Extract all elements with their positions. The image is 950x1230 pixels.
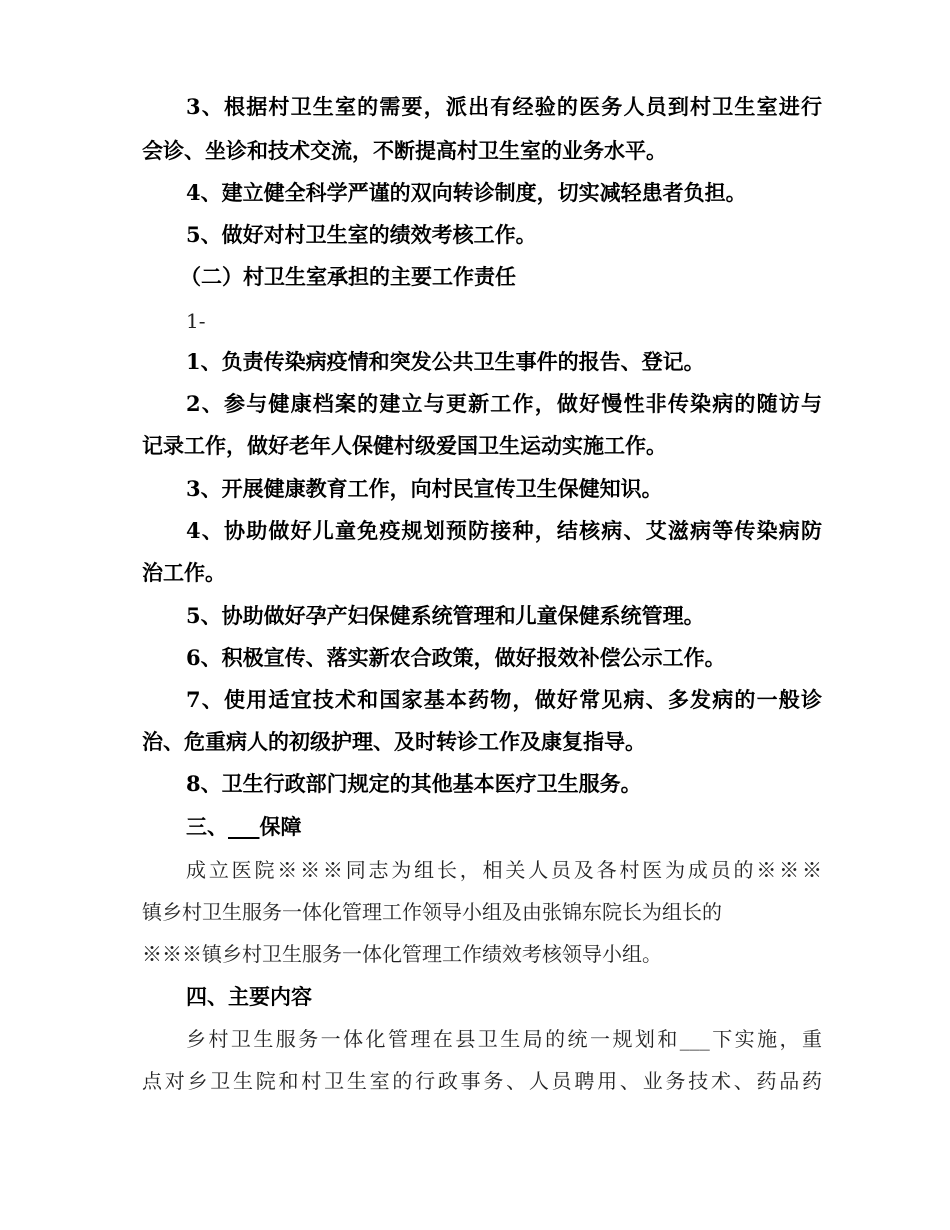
paragraph-line: 4、建立健全科学严谨的双向转诊制度，切实减轻患者负担。 [186, 180, 747, 205]
paragraph-line: 1、负责传染病疫情和突发公共卫生事件的报告、登记。 [186, 349, 705, 374]
paragraph-line: 治工作。 [142, 560, 226, 585]
paragraph-line: 治、危重病人的初级护理、及时转诊工作及康复指导。 [142, 729, 646, 754]
paragraph-line: ※※※镇乡村卫生服务一体化管理工作绩效考核领导小组。 [142, 942, 662, 966]
paragraph-line: 5、协助做好孕产妇保健系统管理和儿童保健系统管理。 [186, 603, 705, 628]
paragraph-line: 7、使用适宜技术和国家基本药物，做好常见病、多发病的一般诊 [186, 687, 822, 712]
paragraph-line: 3、开展健康教育工作，向村民宣传卫生保健知识。 [186, 476, 663, 501]
section-heading: 三、___保障 [186, 814, 302, 839]
paragraph-line: 点对乡卫生院和村卫生室的行政事务、人员聘用、业务技术、药品药 [142, 1069, 822, 1093]
paragraph-line: 成立医院※※※同志为组长，相关人员及各村医为成员的※※※ [186, 858, 822, 882]
section-heading: （二）村卫生室承担的主要工作责任 [180, 264, 516, 289]
paragraph-line: 4、协助做好儿童免疫规划预防接种，结核病、艾滋病等传染病防 [186, 518, 822, 543]
paragraph-line: 2、参与健康档案的建立与更新工作，做好慢性非传染病的随访与 [186, 391, 822, 416]
paragraph-line: 乡村卫生服务一体化管理在县卫生局的统一规划和___下实施，重 [186, 1027, 822, 1051]
paragraph-line: 6、积极宣传、落实新农合政策，做好报效补偿公示工作。 [186, 645, 726, 670]
paragraph-line: 5、做好对村卫生室的绩效考核工作。 [186, 222, 537, 247]
paragraph-line: 8、卫生行政部门规定的其他基本医疗卫生服务。 [186, 771, 642, 796]
paragraph-line: 镇乡村卫生服务一体化管理工作领导小组及由张锦东院长为组长的 [142, 900, 722, 924]
page-number-marker: 1- [186, 309, 206, 333]
paragraph-line: 3、根据村卫生室的需要，派出有经验的医务人员到村卫生室进行 [186, 94, 822, 119]
paragraph-line: 记录工作，做好老年人保健村级爱国卫生运动实施工作。 [142, 433, 667, 458]
paragraph-line: 会诊、坐诊和技术交流，不断提高村卫生室的业务水平。 [142, 138, 667, 163]
section-heading: 四、主要内容 [186, 984, 312, 1009]
